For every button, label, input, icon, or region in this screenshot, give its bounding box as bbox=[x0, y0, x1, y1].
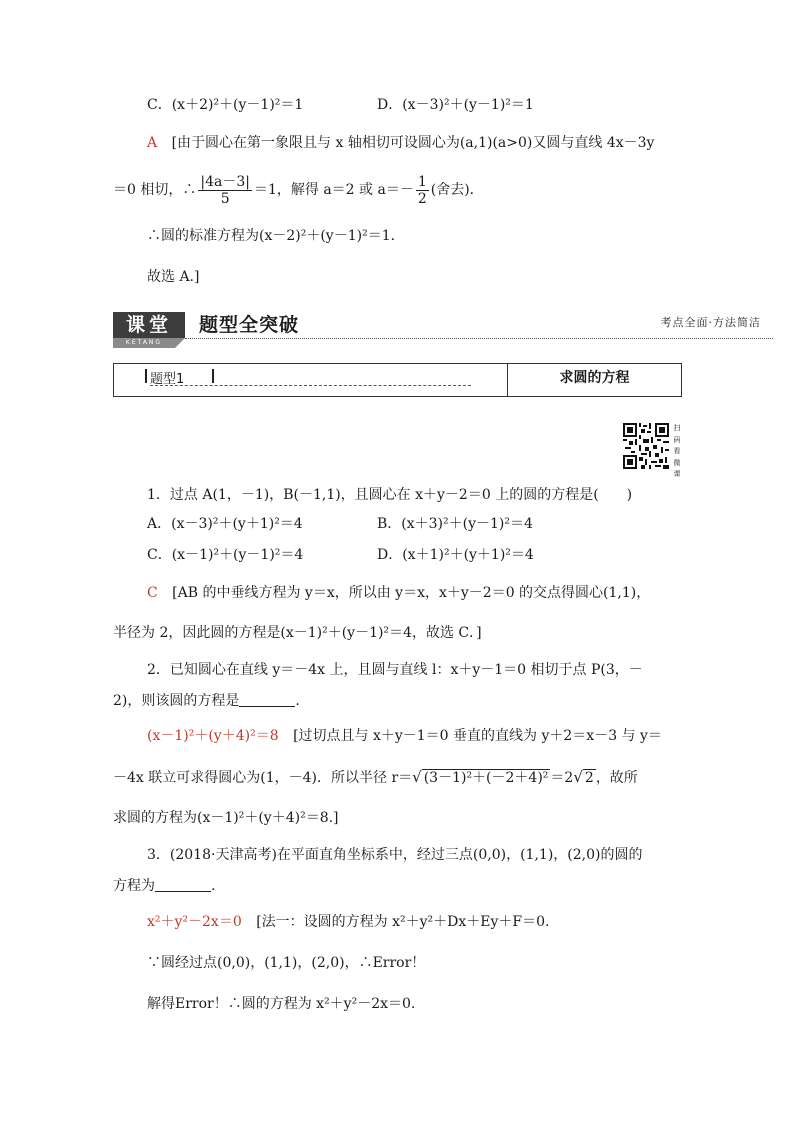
dashed-rule bbox=[150, 385, 471, 386]
label-bracket-left bbox=[145, 369, 147, 383]
q3-stem-2 bbox=[113, 876, 215, 896]
solution-text-c: (舍去)． bbox=[430, 182, 484, 198]
q1-option-d: D．(x＋1)²＋(y＋1)²＝4 bbox=[377, 547, 534, 563]
q3-solution-1 bbox=[147, 912, 549, 932]
q1-option-b: B．(x＋3)²＋(y－1)²＝4 bbox=[377, 516, 533, 532]
q1-stem: 1．过点 A(1，－1)，B(－1,1)，且圆心在 x＋y－2＝0 上的圆的方程是( ) bbox=[147, 487, 633, 503]
solution-line-1 bbox=[147, 133, 654, 153]
q2-solution-2a: －4x 联立可求得圆心为(1，－4)．所以半径 r＝ bbox=[113, 770, 413, 786]
solution-line-2 bbox=[113, 172, 484, 208]
q2-solution-2b: ＝2 bbox=[550, 770, 574, 786]
q2-stem-end: . bbox=[295, 693, 300, 709]
q2-answer-blank bbox=[239, 692, 295, 707]
fraction-denominator: 5 bbox=[220, 190, 230, 207]
solution-line-4: 故选 A.] bbox=[147, 269, 200, 285]
q3-solution-text: [法一：设圆的方程为 x²＋y²＋Dx＋Ey＋F＝0. bbox=[256, 914, 550, 930]
q3-answer: x²＋y²－2x＝0 bbox=[147, 914, 242, 930]
q2-solution-3: 求圆的方程为(x－1)²＋(y＋4)²＝8.] bbox=[113, 810, 339, 826]
fraction-numerator-2: 1 bbox=[417, 173, 427, 190]
q2-solution-text: [过切点且与 x＋y－1＝0 垂直的直线为 y＋2＝x－3 与 y＝ bbox=[293, 728, 662, 744]
solution-text-a: ＝0 相切，∴ bbox=[113, 182, 197, 198]
banner-wedge bbox=[175, 338, 185, 348]
fraction-2 bbox=[416, 174, 429, 207]
option-c: C．(x＋2)²＋(y－1)²＝1 bbox=[147, 97, 304, 113]
fraction bbox=[198, 174, 252, 207]
q2-stem-2 bbox=[113, 691, 300, 711]
q3-stem-end: . bbox=[211, 878, 216, 894]
banner-tag: 课堂 bbox=[113, 312, 185, 338]
fraction-numerator: |4a－3| bbox=[200, 173, 250, 190]
section-banner bbox=[113, 308, 773, 348]
solution-line-3: ∴圆的标准方程为(x－2)²＋(y－1)²＝1. bbox=[147, 228, 396, 244]
banner-rule bbox=[185, 338, 773, 339]
banner-title: 题型全突破 bbox=[199, 314, 300, 336]
q2-sqrt-expression: (3－1)²＋(－2＋4)² bbox=[423, 770, 549, 786]
fraction-denominator-2: 2 bbox=[417, 190, 427, 207]
q1-answer: C bbox=[147, 585, 158, 601]
qr-caption: 扫码看微课 bbox=[673, 424, 681, 478]
q2-answer: (x－1)²＋(y＋4)²＝8 bbox=[147, 728, 279, 744]
q3-solution-3: 解得Error！∴圆的方程为 x²＋y²－2x＝0. bbox=[147, 996, 416, 1012]
q2-solution-2c: ，故所 bbox=[595, 770, 638, 786]
answer-letter: A bbox=[147, 135, 158, 151]
q2-sqrt-expression-2: 2 bbox=[584, 770, 594, 786]
topic-label-cell bbox=[114, 364, 508, 396]
q3-answer-blank bbox=[155, 877, 211, 892]
banner-tag-sub: KETANG bbox=[113, 338, 175, 348]
q1-option-a: A．(x－3)²＋(y＋1)²＝4 bbox=[147, 516, 303, 532]
q1-option-c: C．(x－1)²＋(y－1)²＝4 bbox=[147, 547, 304, 563]
solution-text: [由于圆心在第一象限且与 x 轴相切可设圆心为(a,1)(a>0)又圆与直线 4x－3y bbox=[171, 135, 655, 151]
q2-solution-2: －4x 联立可求得圆心为(1，－4)．所以半径 r＝√ (3－1)²＋(－2＋4)² ＝2√ 2 ，故所 bbox=[113, 768, 638, 786]
q3-solution-2: ∵圆经过点(0,0)，(1,1)，(2,0)，∴Error！ bbox=[147, 955, 426, 971]
topic-label: 题型1 bbox=[150, 372, 185, 387]
qr-code-icon[interactable] bbox=[623, 423, 669, 469]
banner-slogan: 考点全面·方法简洁 bbox=[660, 316, 761, 329]
label-bracket-right bbox=[212, 369, 214, 383]
topic-table bbox=[113, 363, 682, 397]
topic-title: 求圆的方程 bbox=[559, 370, 630, 386]
q2-stem-1: 2．已知圆心在直线 y＝－4x 上，且圆与直线 l：x＋y－1＝0 相切于点 P(3，－ bbox=[147, 662, 643, 678]
q2-stem-text: 2)，则该圆的方程是 bbox=[113, 693, 240, 709]
q1-solution-text: [AB 的中垂线方程为 y＝x，所以由 y＝x，x＋y－2＝0 的交点得圆心(1,1)， bbox=[172, 585, 651, 601]
q3-stem-1: 3．(2018·天津高考)在平面直角坐标系中，经过三点(0,0)，(1,1)，(2,0)的圆的 bbox=[147, 847, 643, 863]
q1-solution-2: 半径为 2，因此圆的方程是(x－1)²＋(y－1)²＝4，故选 C．] bbox=[113, 625, 482, 641]
q3-stem-text: 方程为 bbox=[113, 878, 155, 894]
solution-text-b: ＝1，解得 a＝2 或 a＝－ bbox=[253, 182, 414, 198]
q2-solution-1 bbox=[147, 726, 662, 746]
q1-solution-1 bbox=[147, 583, 650, 603]
option-d: D．(x－3)²＋(y－1)²＝1 bbox=[377, 97, 534, 113]
